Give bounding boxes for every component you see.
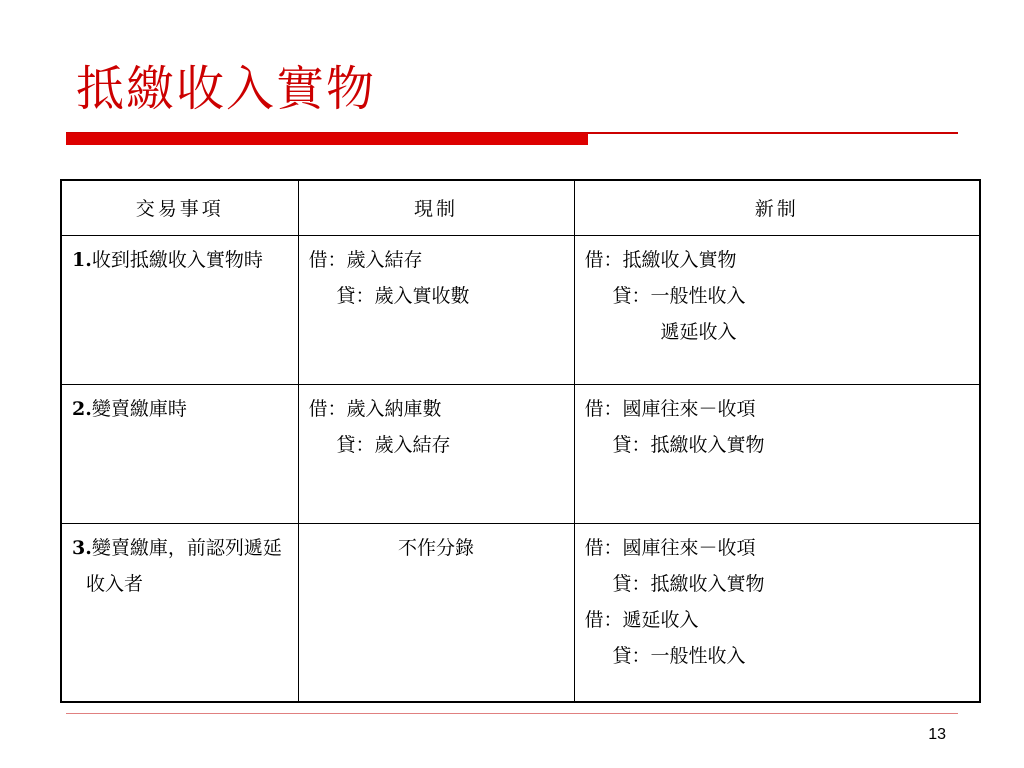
header-new-system: 新制 [574, 180, 980, 236]
table-row [61, 524, 980, 703]
row3-current-no-entry: 不作分錄 [397, 537, 474, 559]
slide-title: 抵繳收入實物 [76, 61, 377, 117]
row3-new-credit-2: 貸：一般性收入 [612, 645, 746, 667]
row3-new-debit: 借：國庫往來－收項 [584, 537, 756, 559]
footer-divider [66, 713, 958, 714]
page-number: 13 [928, 726, 946, 743]
row3-item-number: 3. [72, 537, 92, 559]
row2-current-credit: 貸：歲入結存 [336, 434, 451, 456]
row1-item-number: 1. [72, 249, 92, 271]
row1-item-cell [61, 236, 298, 385]
title-underline-accent-bar [66, 133, 588, 145]
table-row [61, 385, 980, 524]
row2-new-credit: 貸：抵繳收入實物 [612, 434, 765, 456]
row2-item [72, 391, 288, 427]
row3-item-text: 變賣繳庫，前認列遞延收入者 [86, 537, 282, 595]
row2-new-cell [574, 385, 980, 524]
row1-item [72, 242, 288, 278]
row2-new-debit: 借：國庫往來－收項 [584, 398, 756, 420]
header-current-system: 現制 [298, 180, 574, 236]
table-row [61, 236, 980, 385]
row1-item-text: 收到抵繳收入實物時 [91, 249, 263, 271]
row2-item-text: 變賣繳庫時 [91, 398, 187, 420]
row2-item-number: 2. [72, 398, 92, 420]
row1-new-credit: 貸：一般性收入 [612, 285, 746, 307]
row3-new-debit-2: 借：遞延收入 [584, 609, 699, 631]
row1-new-cell [574, 236, 980, 385]
row1-current-cell [298, 236, 574, 385]
row2-item-cell [61, 385, 298, 524]
row1-current-debit: 借：歲入結存 [308, 249, 423, 271]
header-transaction-item: 交易事項 [61, 180, 298, 236]
row1-new-debit: 借：抵繳收入實物 [584, 249, 737, 271]
journal-entry-table [60, 179, 981, 703]
row2-current-debit: 借：歲入納庫數 [308, 398, 442, 420]
row2-current-cell [298, 385, 574, 524]
row3-current-cell [298, 524, 574, 703]
table-header-row [61, 180, 980, 236]
row3-new-cell [574, 524, 980, 703]
row3-new-credit: 貸：抵繳收入實物 [612, 573, 765, 595]
row3-item-cell [61, 524, 298, 703]
row1-current-credit: 貸：歲入實收數 [336, 285, 470, 307]
row3-item [72, 530, 288, 602]
row1-new-credit-2: 遞延收入 [660, 321, 737, 343]
